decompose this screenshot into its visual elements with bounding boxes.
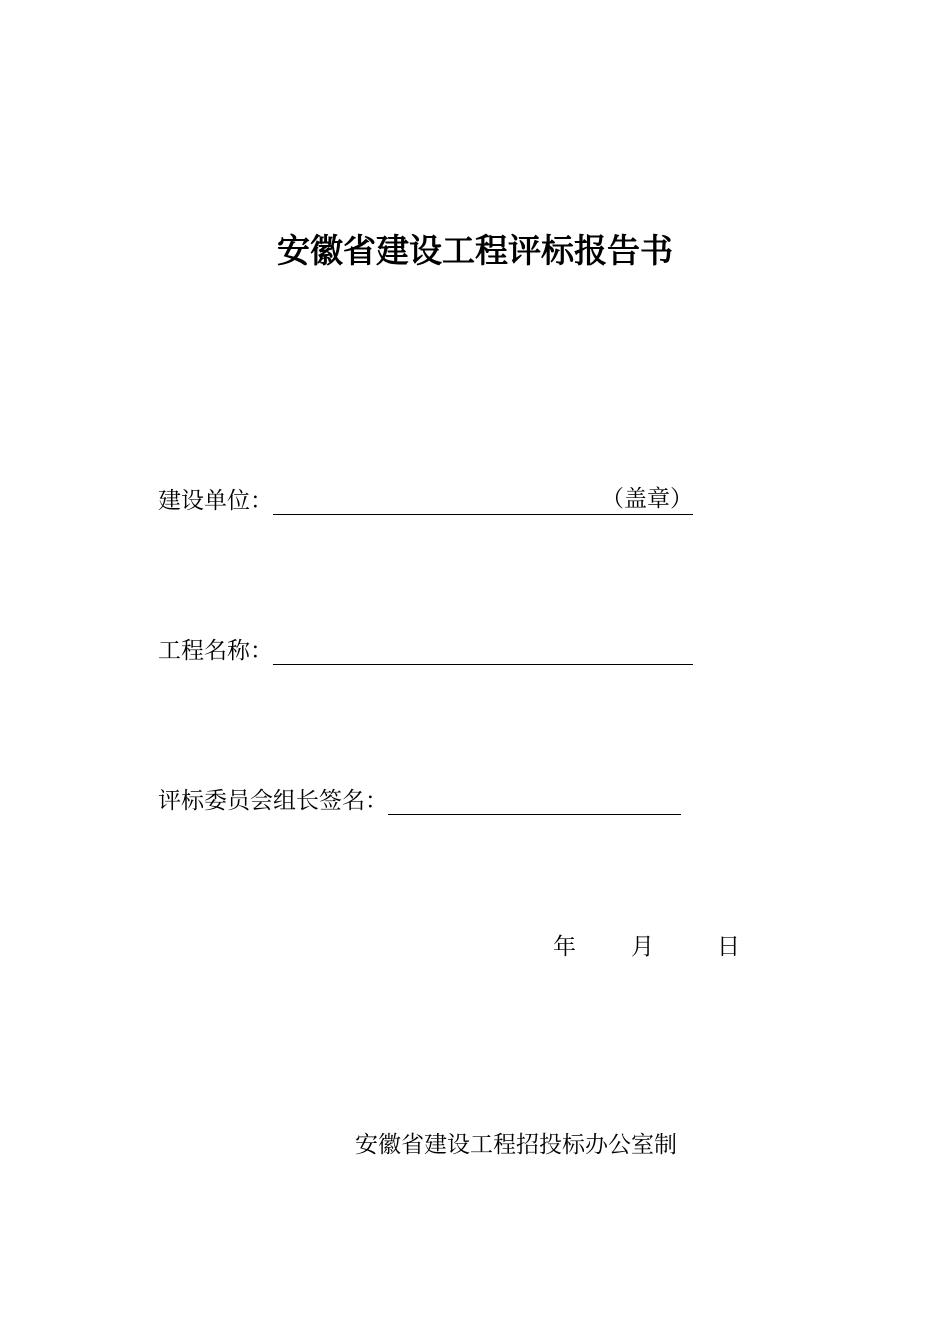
date-month-label: 月: [631, 934, 654, 960]
committee-leader-signature-blank[interactable]: [388, 784, 681, 815]
issuer-footer: 安徽省建设工程招投标办公室制: [355, 1132, 677, 1158]
project-name-label: 工程名称：: [158, 638, 273, 664]
project-name-field: [158, 632, 693, 666]
construction-unit-label: 建设单位：: [158, 488, 273, 514]
construction-unit-field: [158, 482, 693, 516]
project-name-blank[interactable]: [273, 634, 693, 665]
date-day-label: 日: [717, 934, 740, 960]
date-year-label: 年: [553, 934, 576, 960]
construction-unit-blank[interactable]: [273, 484, 693, 515]
committee-leader-label: 评标委员会组长签名：: [158, 788, 388, 814]
committee-leader-field: [158, 782, 681, 816]
date-line: [553, 930, 740, 964]
document-title: 安徽省建设工程评标报告书: [277, 231, 673, 270]
seal-note: （盖章）: [601, 486, 693, 512]
